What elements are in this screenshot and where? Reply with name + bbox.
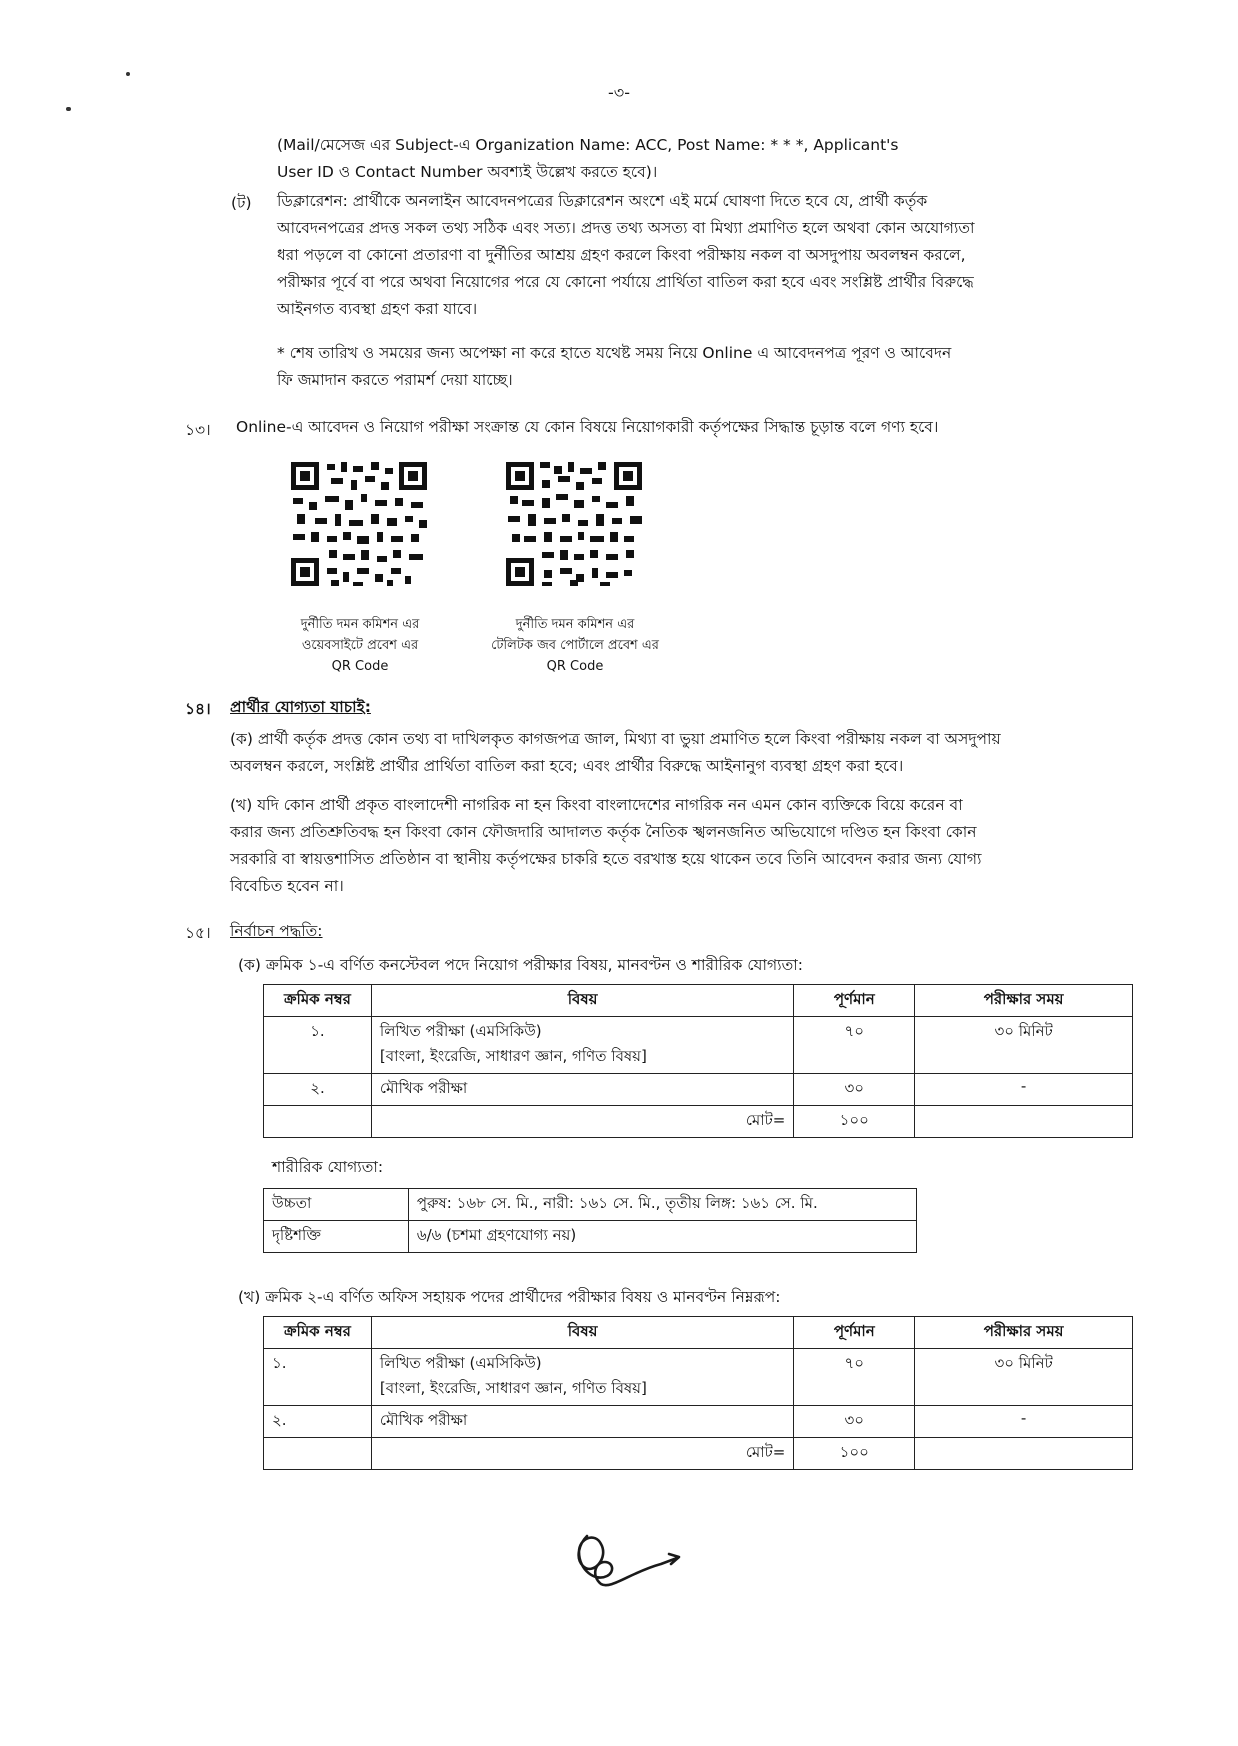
header-subject: বিষয় [371, 1317, 793, 1349]
cell-subject [371, 1349, 793, 1406]
table-row [264, 1189, 917, 1221]
section15-ka-title: (ক) ক্রমিক ১-এ বর্ণিত কনস্টেবল পদে নিয়োগ পরীক্ষার বিষয়, মানবণ্টন ও শারীরিক যোগ্যতা: [238, 956, 803, 974]
subject-subtext: [বাংলা, ইংরেজি, সাধারণ জ্ঞান, গণিত বিষয়] [379, 1379, 647, 1397]
qr-caption-line: ওয়েবসাইটে প্রবেশ এর [301, 638, 419, 653]
section14-heading: প্রার্থীর যোগ্যতা যাচাই: [230, 698, 371, 716]
scan-speck [66, 107, 71, 111]
table-total-row [264, 1438, 1133, 1470]
exam-table-constable [263, 984, 1133, 1138]
declaration-line: আবেদনপত্রের প্রদত্ত সকল তথ্য সঠিক এবং সত্য। প্রদত্ত তথ্য অসত্য বা মিথ্যা প্রমাণিত হলে অথবা কোন অযোগ্যতা [277, 219, 975, 237]
cell-empty [264, 1106, 372, 1138]
section14-kha-line: (খ) যদি কোন প্রার্থী প্রকৃত বাংলাদেশী নাগরিক না হন কিংবা বাংলাদেশের নাগরিক নন এমন কোন ব্যক্তিকে বিয়ে করেন বা [230, 796, 963, 814]
mail-note-line: (Mail/মেসেজ এর Subject-এ Organization Name: ACC, Post Name: * * *, Applicant's [277, 136, 899, 154]
cell-marks: ৩০ [794, 1406, 915, 1438]
cell-marks: ৭০ [794, 1017, 915, 1074]
signature [565, 1518, 695, 1598]
deadline-note-line: * শেষ তারিখ ও সময়ের জন্য অপেক্ষা না করে হাতে যথেষ্ট সময় নিয়ে Online এ আবেদনপত্র পূরণ ও আবেদন [277, 344, 952, 362]
section14-kha-line: বিবেচিত হবেন না। [230, 877, 344, 895]
section13-text: Online-এ আবেদন ও নিয়োগ পরীক্ষা সংক্রান্ত যে কোন বিষয়ে নিয়োগকারী কর্তৃপক্ষের সিদ্ধান্ত চূড়ান্ত বলে গণ্য হবে। [236, 418, 939, 436]
declaration-line: ডিক্লারেশন: প্রার্থীকে অনলাইন আবেদনপত্রের ডিক্লারেশন অংশে এই মর্মে ঘোষণা দিতে হবে যে, প্রার্থী কর্তৃক [277, 192, 928, 210]
deadline-note [277, 340, 1107, 394]
section14-ka-line: (ক) প্রার্থী কর্তৃক প্রদত্ত কোন তথ্য বা দাখিলকৃত কাগজপত্র জাল, মিথ্যা বা ভুয়া প্রমাণিত হলে কিংবা পরীক্ষায় নকল বা অসদুপায় [230, 730, 1001, 748]
cell-serial: ১. [264, 1349, 372, 1406]
section14-kha-line: করার জন্য প্রতিশ্রুতিবদ্ধ হন কিংবা কোন ফৌজদারি আদালত কর্তৃক নৈতিক স্খলনজনিত অভিযোগে দণ্ডিত হন কিংবা কোন [230, 823, 977, 841]
section14-kha-line: সরকারি বা স্বায়ত্তশাসিত প্রতিষ্ঠান বা স্থানীয় কর্তৃপক্ষের চাকরি হতে বরখাস্ত হয়ে থাকেন তবে তিনি আবেদন করার জন্য যোগ্য [230, 850, 982, 868]
total-label: মোট= [371, 1438, 793, 1470]
cell-label: দৃষ্টিশক্তি [264, 1221, 409, 1253]
qr-code-job-portal [506, 462, 644, 590]
cell-serial: ২. [264, 1074, 372, 1106]
subject-subtext: [বাংলা, ইংরেজি, সাধারণ জ্ঞান, গণিত বিষয়] [379, 1047, 647, 1065]
section13-number: ১৩। [185, 421, 211, 439]
header-serial: ক্রমিক নম্বর [264, 1317, 372, 1349]
total-value: ১০০ [794, 1438, 915, 1470]
cell-time: - [915, 1074, 1133, 1106]
physical-title: শারীরিক যোগ্যতা: [272, 1158, 384, 1176]
header-marks: পূর্ণমান [794, 985, 915, 1017]
cell-subject [371, 1017, 793, 1074]
qr-caption-line: QR Code [546, 659, 604, 674]
section15-kha-title: (খ) ক্রমিক ২-এ বর্ণিত অফিস সহায়ক পদের প্রার্থীদের পরীক্ষার বিষয় ও মানবণ্টন নিম্নরূপ: [238, 1288, 781, 1306]
mail-note [277, 132, 1107, 186]
cell-subject: মৌখিক পরীক্ষা [371, 1406, 793, 1438]
mail-note-line: User ID ও Contact Number অবশ্যই উল্লেখ করতে হবে)। [277, 163, 658, 181]
declaration-line: আইনগত ব্যবস্থা গ্রহণ করা যাবে। [277, 300, 478, 318]
total-label: মোট= [371, 1106, 793, 1138]
cell-value: ৬/৬ (চশমা গ্রহণযোগ্য নয়) [408, 1221, 916, 1253]
cell-marks: ৭০ [794, 1349, 915, 1406]
subject-text: লিখিত পরীক্ষা (এমসিকিউ) [379, 1022, 542, 1040]
cell-empty [915, 1438, 1133, 1470]
section15-number: ১৫। [185, 924, 211, 942]
page-number: -৩- [608, 83, 630, 102]
qr-caption-line: টেলিটক জব পোর্টালে প্রবেশ এর [491, 638, 659, 653]
deadline-note-line: ফি জমাদান করতে পরামর্শ দেয়া যাচ্ছে। [277, 371, 513, 389]
header-serial: ক্রমিক নম্বর [264, 985, 372, 1017]
section14-ka [230, 726, 1110, 780]
cell-marks: ৩০ [794, 1074, 915, 1106]
cell-serial: ২. [264, 1406, 372, 1438]
table-row [264, 1221, 917, 1253]
cell-value: পুরুষ: ১৬৮ সে. মি., নারী: ১৬১ সে. মি., তৃতীয় লিঙ্গ: ১৬১ সে. মি. [408, 1189, 916, 1221]
header-time: পরীক্ষার সময় [915, 1317, 1133, 1349]
declaration-text [277, 188, 1107, 323]
cell-serial: ১. [264, 1017, 372, 1074]
qr-caption-line: দুর্নীতি দমন কমিশন এর [515, 617, 635, 632]
qr-caption-job-portal [445, 614, 705, 677]
cell-empty [264, 1438, 372, 1470]
section14-ka-line: অবলম্বন করলে, সংশ্লিষ্ট প্রার্থীর প্রার্থিতা বাতিল করা হবে; এবং প্রার্থীর বিরুদ্ধে আইনানুগ ব্যবস্থা গ্রহণ করা হবে। [230, 757, 904, 775]
cell-empty [915, 1106, 1133, 1138]
physical-requirements-table [263, 1188, 917, 1253]
header-time: পরীক্ষার সময় [915, 985, 1133, 1017]
table-header-row [264, 1317, 1133, 1349]
section15-heading: নির্বাচন পদ্ধতি: [230, 922, 323, 940]
header-marks: পূর্ণমান [794, 1317, 915, 1349]
qr-caption-line: দুর্নীতি দমন কমিশন এর [300, 617, 420, 632]
declaration-line: পরীক্ষার পূর্বে বা পরে অথবা নিয়োগের পরে যে কোনো পর্যায়ে প্রার্থিতা বাতিল করা হবে এবং সংশ্লিষ্ট প্রার্থীর বিরুদ্ধে [277, 273, 974, 291]
total-value: ১০০ [794, 1106, 915, 1138]
table-row [264, 1074, 1133, 1106]
cell-time: ৩০ মিনিট [915, 1017, 1133, 1074]
cell-time: - [915, 1406, 1133, 1438]
qr-caption-line: QR Code [331, 659, 389, 674]
table-total-row [264, 1106, 1133, 1138]
declaration-line: ধরা পড়লে বা কোনো প্রতারণা বা দুর্নীতির আশ্রয় গ্রহণ করলে কিংবা পরীক্ষায় নকল বা অসদুপায় অবলম্বন করলে, [277, 246, 966, 264]
qr-code-website [291, 462, 429, 590]
scan-speck [126, 72, 130, 76]
table-header-row [264, 985, 1133, 1017]
cell-subject: মৌখিক পরীক্ষা [371, 1074, 793, 1106]
cell-label: উচ্চতা [264, 1189, 409, 1221]
table-row [264, 1349, 1133, 1406]
section14-kha [230, 792, 1110, 900]
table-row [264, 1406, 1133, 1438]
table-row [264, 1017, 1133, 1074]
declaration-marker: (ট) [231, 194, 252, 212]
section14-number: ১৪। [185, 700, 211, 718]
cell-time: ৩০ মিনিট [915, 1349, 1133, 1406]
exam-table-office-assistant [263, 1316, 1133, 1470]
header-subject: বিষয় [371, 985, 793, 1017]
subject-text: লিখিত পরীক্ষা (এমসিকিউ) [379, 1354, 542, 1372]
